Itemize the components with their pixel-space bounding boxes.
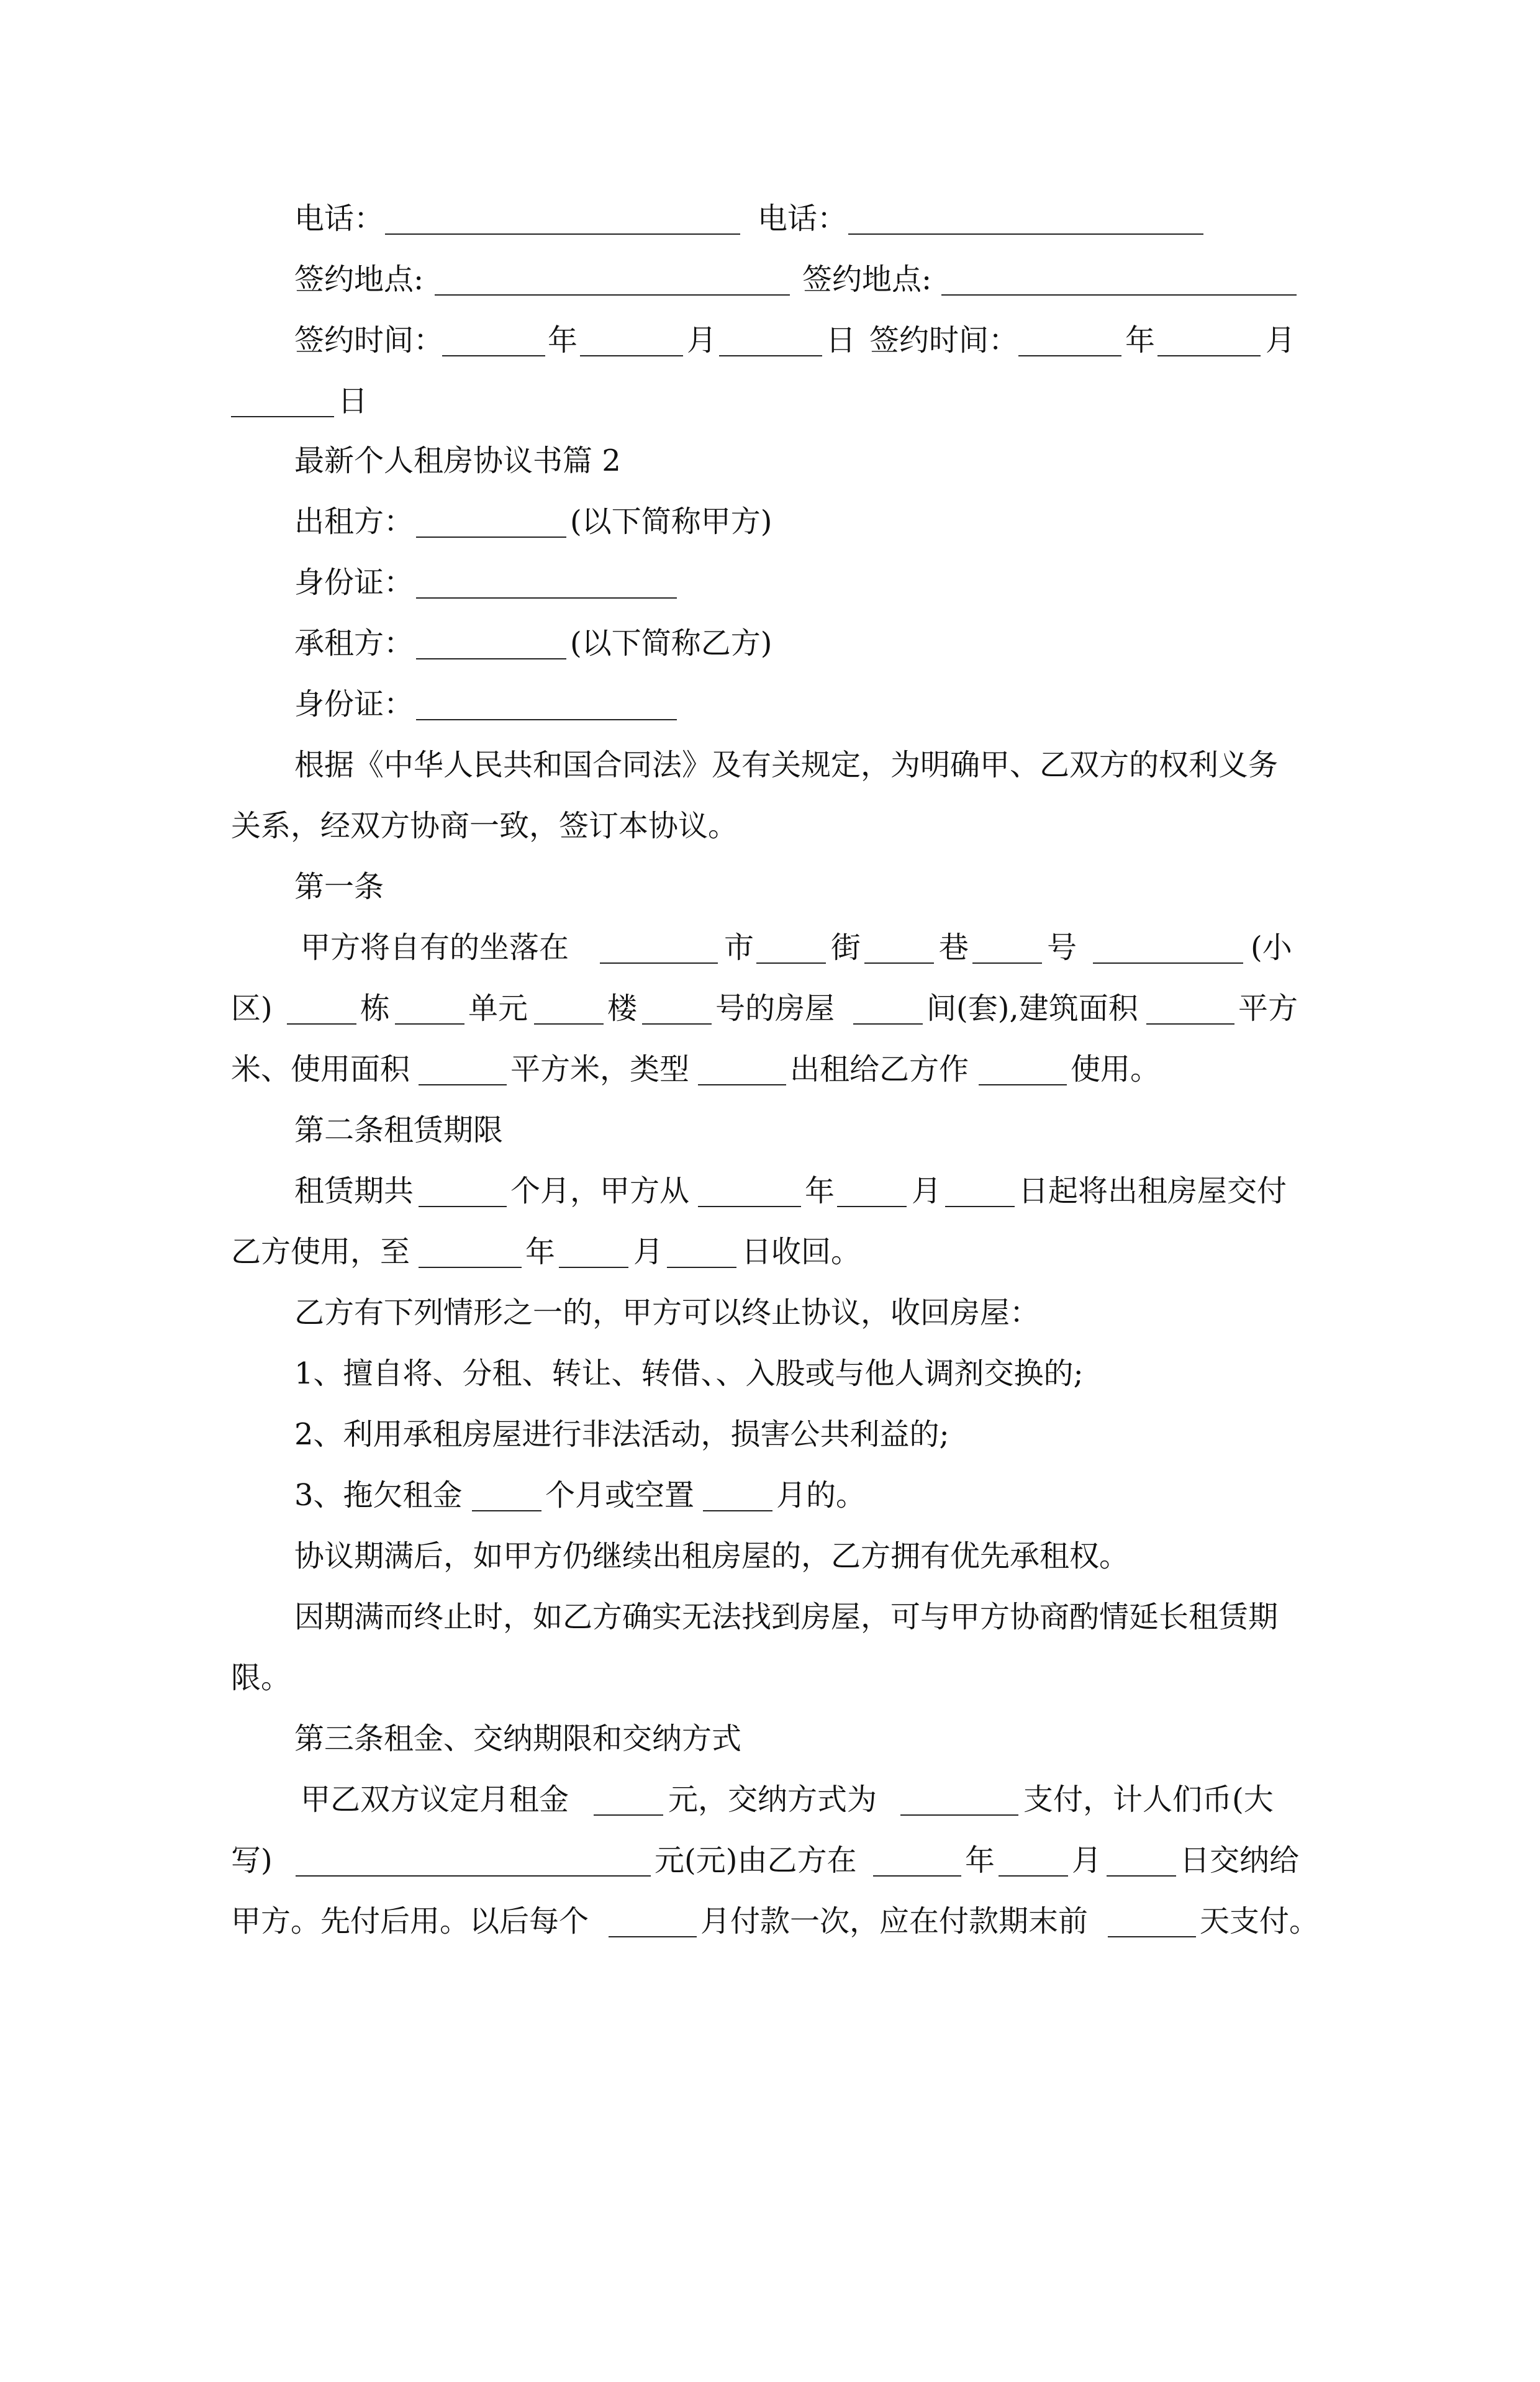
arrears-months-blank[interactable] bbox=[472, 1510, 541, 1511]
intro-text-1: 根据《中华人民共和国合同法》及有关规定，为明确甲、乙双方的权利义务 bbox=[294, 748, 1279, 782]
article-2-line-1 bbox=[0, 1166, 1540, 1216]
pay-year-blank[interactable] bbox=[873, 1875, 961, 1877]
art3-text: 元(元)由乙方在 bbox=[654, 1843, 857, 1878]
sign-time-label-b: 签约时间： bbox=[869, 323, 1019, 358]
lessor-label: 出租方： bbox=[294, 504, 414, 539]
item3-text: 3、拖欠租金 bbox=[294, 1478, 463, 1513]
art2-text: 年 bbox=[525, 1234, 556, 1269]
termination-item-2 bbox=[0, 1410, 1540, 1459]
art3-text: 支付，计人们币(大 bbox=[1023, 1782, 1274, 1817]
art3-text: 年 bbox=[965, 1843, 995, 1878]
pay-interval-blank[interactable] bbox=[609, 1936, 697, 1937]
item3-text: 个月或空置 bbox=[545, 1478, 695, 1513]
phone-label-b: 电话： bbox=[758, 201, 848, 236]
sign-time-day-line bbox=[0, 376, 1540, 426]
id-label-1: 身份证： bbox=[294, 565, 414, 600]
article-3-title bbox=[0, 1714, 1540, 1764]
lease-months-blank[interactable] bbox=[419, 1206, 507, 1207]
sign-time-label-a: 签约时间： bbox=[294, 323, 444, 358]
article-1-line-3 bbox=[0, 1044, 1540, 1094]
article-1-title-text: 第一条 bbox=[294, 869, 384, 904]
day-a: 日 bbox=[826, 323, 856, 358]
community-blank[interactable] bbox=[1093, 962, 1243, 964]
termination-intro bbox=[0, 1288, 1540, 1338]
city-blank[interactable] bbox=[600, 962, 718, 964]
type-blank[interactable] bbox=[698, 1084, 786, 1085]
month-blank-b[interactable] bbox=[1157, 355, 1261, 356]
sign-place-blank-b[interactable] bbox=[941, 294, 1297, 296]
intro-text-2: 关系，经双方协商一致，签订本协议。 bbox=[231, 808, 738, 843]
art3-text: 月 bbox=[1072, 1843, 1102, 1878]
phone-label-a: 电话： bbox=[294, 201, 384, 236]
art3-text: 写) bbox=[231, 1843, 273, 1878]
section-title bbox=[0, 436, 1540, 486]
art2-text: 乙方使用，至 bbox=[231, 1234, 410, 1269]
rooms-blank[interactable] bbox=[853, 1023, 923, 1025]
art3-text: 日交纳给 bbox=[1180, 1843, 1300, 1878]
intro-line-2 bbox=[0, 801, 1540, 851]
sign-place-line bbox=[0, 255, 1540, 304]
art1-text: 巷 bbox=[939, 930, 969, 965]
art2-text: 年 bbox=[805, 1174, 835, 1208]
monthly-rent-blank[interactable] bbox=[594, 1814, 663, 1816]
id-line-1 bbox=[0, 558, 1540, 607]
article-2-title bbox=[0, 1105, 1540, 1155]
month-a: 月 bbox=[687, 323, 717, 358]
sign-time-line bbox=[0, 315, 1540, 365]
year-blank-a[interactable] bbox=[442, 355, 545, 356]
day-blank-b[interactable] bbox=[231, 416, 334, 417]
article-3-line-2 bbox=[0, 1836, 1540, 1885]
article-3-line-1 bbox=[0, 1775, 1540, 1824]
art3-text: 月付款一次，应在付款期末前 bbox=[700, 1904, 1089, 1939]
phone-blank-a[interactable] bbox=[385, 233, 740, 235]
lessee-blank[interactable] bbox=[416, 658, 566, 659]
art1-text: 米、使用面积 bbox=[231, 1052, 410, 1087]
start-day-blank[interactable] bbox=[945, 1206, 1015, 1207]
room-number-blank[interactable] bbox=[642, 1023, 712, 1025]
art2-text: 月 bbox=[633, 1234, 664, 1269]
payment-method-blank[interactable] bbox=[900, 1814, 1018, 1816]
sign-place-label-a: 签约地点: bbox=[294, 262, 424, 297]
lane-blank[interactable] bbox=[864, 962, 934, 964]
art2-text: 日收回。 bbox=[741, 1234, 861, 1269]
termination-item-1 bbox=[0, 1349, 1540, 1398]
art1-text: 街 bbox=[831, 930, 861, 965]
art3-text: 甲方。先付后用。以后每个 bbox=[231, 1904, 589, 1939]
end-month-blank[interactable] bbox=[559, 1267, 628, 1268]
art1-text: 号的房屋 bbox=[715, 991, 835, 1026]
section-title-text: 最新个人租房协议书篇 2 bbox=[294, 443, 621, 478]
extend-text-1: 因期满而终止时，如乙方确实无法找到房屋，可与甲方协商酌情延长租赁期 bbox=[294, 1600, 1279, 1634]
month-blank-a[interactable] bbox=[580, 355, 683, 356]
extend-line-1 bbox=[0, 1592, 1540, 1642]
art1-text: 间(套),建筑面积 bbox=[926, 991, 1138, 1026]
article-1-title bbox=[0, 862, 1540, 912]
usable-area-blank[interactable] bbox=[419, 1084, 507, 1085]
usage-blank[interactable] bbox=[979, 1084, 1067, 1085]
end-day-blank[interactable] bbox=[667, 1267, 736, 1268]
number-blank[interactable] bbox=[972, 962, 1042, 964]
renewal-line bbox=[0, 1531, 1540, 1581]
termination-item-3 bbox=[0, 1470, 1540, 1520]
article-1-line-2 bbox=[0, 984, 1540, 1033]
article-1-line-1 bbox=[0, 923, 1540, 972]
art3-text: 甲乙双方议定月租金 bbox=[301, 1782, 569, 1817]
end-year-blank[interactable] bbox=[419, 1267, 522, 1268]
phone-line bbox=[0, 194, 1540, 243]
art1-text: 使用。 bbox=[1071, 1052, 1161, 1087]
article-2-title-text: 第二条租赁期限 bbox=[294, 1113, 504, 1148]
year-b: 年 bbox=[1125, 323, 1156, 358]
art1-text: 平方米，类型 bbox=[510, 1052, 690, 1087]
lessee-suffix: (以下简称乙方) bbox=[570, 626, 772, 661]
extend-text-2: 限。 bbox=[231, 1660, 291, 1695]
art1-text: 区) bbox=[231, 991, 273, 1026]
id-label-2: 身份证： bbox=[294, 687, 414, 722]
termination-intro-text: 乙方有下列情形之一的，甲方可以终止协议，收回房屋： bbox=[294, 1295, 1040, 1330]
art1-text: 号 bbox=[1047, 930, 1077, 965]
art1-text: 楼 bbox=[607, 991, 638, 1026]
sign-place-label-b: 签约地点: bbox=[802, 262, 932, 297]
termination-item-2-text: 2、利用承租房屋进行非法活动，损害公共利益的; bbox=[294, 1417, 949, 1452]
item3-text: 月的。 bbox=[776, 1478, 866, 1513]
lessor-blank[interactable] bbox=[416, 537, 566, 538]
art3-text: 元，交纳方式为 bbox=[668, 1782, 877, 1817]
lessor-line bbox=[0, 497, 1540, 546]
art3-text: 天支付。 bbox=[1200, 1904, 1320, 1939]
article-2-line-2 bbox=[0, 1227, 1540, 1277]
art1-text: 市 bbox=[724, 930, 754, 965]
day-b: 日 bbox=[338, 384, 368, 419]
art2-text: 月 bbox=[912, 1174, 942, 1208]
art2-text: 租赁期共 bbox=[294, 1174, 414, 1208]
floor-blank[interactable] bbox=[534, 1023, 604, 1025]
days-before-blank[interactable] bbox=[1108, 1936, 1196, 1937]
year-a: 年 bbox=[548, 323, 578, 358]
art1-text: 单元 bbox=[468, 991, 528, 1026]
art2-text: 日起将出租房屋交付 bbox=[1018, 1174, 1287, 1208]
id-line-2 bbox=[0, 679, 1540, 729]
article-3-title-text: 第三条租金、交纳期限和交纳方式 bbox=[294, 1721, 742, 1756]
amount-uppercase-blank[interactable] bbox=[296, 1875, 651, 1877]
art2-text: 个月，甲方从 bbox=[510, 1174, 690, 1208]
art1-text: 甲方将自有的坐落在 bbox=[301, 930, 569, 965]
lessee-line bbox=[0, 618, 1540, 668]
start-year-blank[interactable] bbox=[698, 1206, 801, 1207]
intro-line-1 bbox=[0, 740, 1540, 790]
pay-day-blank[interactable] bbox=[1107, 1875, 1176, 1877]
street-blank[interactable] bbox=[756, 962, 826, 964]
termination-item-1-text: 1、擅自将、分租、转让、转借、、入股或与他人调剂交换的; bbox=[294, 1356, 1084, 1391]
unit-blank[interactable] bbox=[395, 1023, 464, 1025]
pay-month-blank[interactable] bbox=[999, 1875, 1068, 1877]
start-month-blank[interactable] bbox=[837, 1206, 907, 1207]
article-3-line-3 bbox=[0, 1896, 1540, 1946]
id-blank-1[interactable] bbox=[416, 597, 677, 599]
extend-line-2 bbox=[0, 1653, 1540, 1703]
lessor-suffix: (以下简称甲方) bbox=[570, 504, 772, 539]
id-blank-2[interactable] bbox=[416, 719, 677, 720]
sign-place-blank-a[interactable] bbox=[435, 294, 790, 296]
vacant-months-blank[interactable] bbox=[703, 1510, 772, 1511]
year-blank-b[interactable] bbox=[1018, 355, 1121, 356]
phone-blank-b[interactable] bbox=[848, 233, 1203, 235]
month-b: 月 bbox=[1266, 323, 1296, 358]
building-blank[interactable] bbox=[287, 1023, 356, 1025]
art1-text: 平方 bbox=[1238, 991, 1298, 1026]
day-blank-a[interactable] bbox=[719, 355, 822, 356]
building-area-blank[interactable] bbox=[1146, 1023, 1234, 1025]
art1-text: 栋 bbox=[360, 991, 391, 1026]
art1-text: 出租给乙方作 bbox=[790, 1052, 969, 1087]
art1-text: (小 bbox=[1251, 930, 1292, 965]
renewal-text: 协议期满后，如甲方仍继续出租房屋的，乙方拥有优先承租权。 bbox=[294, 1539, 1130, 1574]
lessee-label: 承租方： bbox=[294, 626, 414, 661]
